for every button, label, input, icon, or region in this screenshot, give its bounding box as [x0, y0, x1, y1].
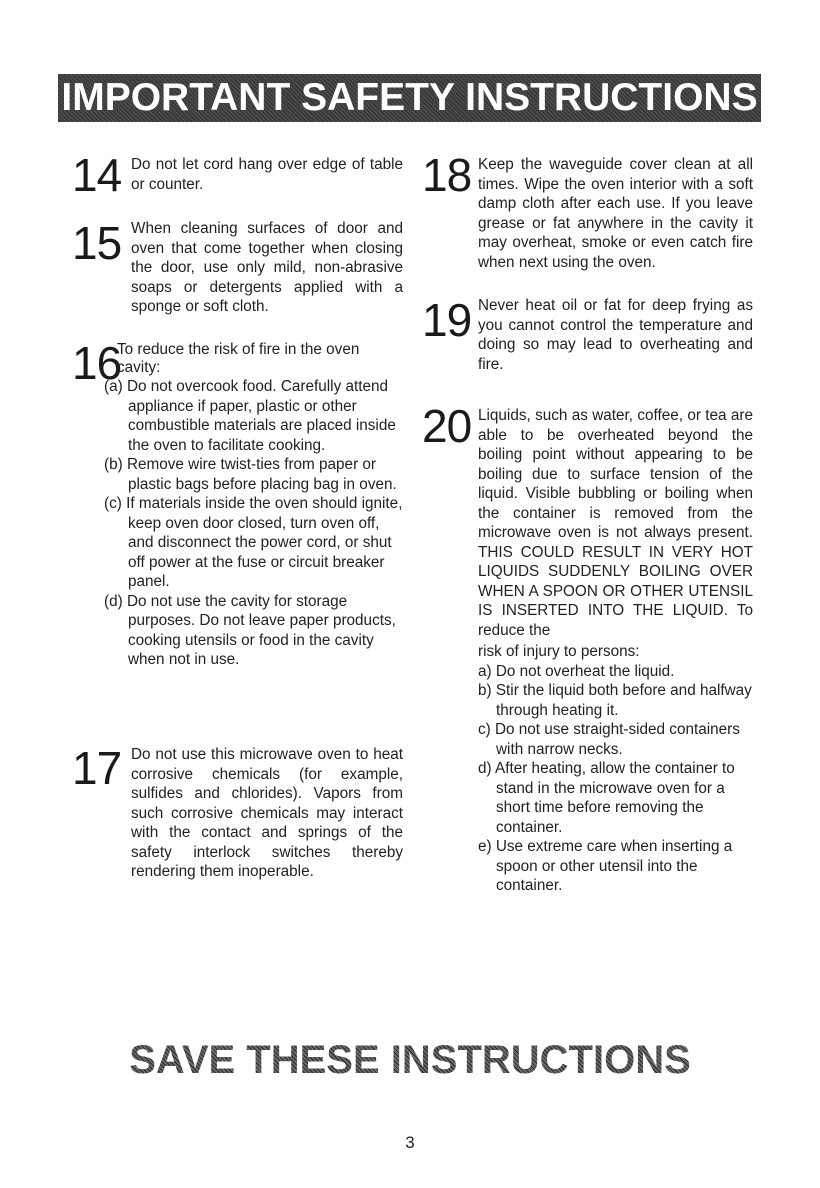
save-instructions-title: SAVE THESE INSTRUCTIONS [0, 1038, 820, 1083]
sub-lead: risk of injury to persons: [478, 643, 640, 660]
sub-item-a: a) Do not overheat the liquid. [478, 662, 675, 680]
item-intro: To reduce the risk of fire in the oven [117, 341, 360, 358]
item-text: When cleaning surfaces of door and oven that come together when closing the door, use only mild, non-abrasive soaps or detergents applied with a sponge or soft cloth. [131, 220, 403, 315]
page-title: IMPORTANT SAFETY INSTRUCTIONS [61, 76, 758, 119]
sub-item-e: e) Use extreme care when inserting a spoon or other utensil into the container. [478, 838, 733, 894]
item-text: Do not let cord hang over edge of table or counter. [131, 156, 403, 193]
sub-item-b: b) Stir the liquid both before and halfway through heating it. [478, 682, 752, 719]
item-number: 18 [422, 149, 472, 201]
item-text: Never heat oil or fat for deep frying as you cannot control the temperature and doing so may lead to overheating and fire. [478, 297, 753, 373]
sub-item-c: (c) If materials inside the oven should ignite, keep oven door closed, turn oven off, and disconnect the power cord, or shut off power at the fuse or circuit breaker panel. [104, 495, 403, 590]
page-number: 3 [405, 1133, 415, 1152]
item-number: 15 [72, 217, 122, 269]
sub-item-a: (a) Do not overcook food. Carefully attend appliance if paper, plastic or other combustible materials are placed inside the oven to facilitate cooking. [104, 378, 396, 454]
item-number: 16 [72, 337, 122, 389]
sub-item-d: d) After heating, allow the container to stand in the microwave oven for a short time before removing the container. [478, 760, 735, 836]
item-number: 20 [422, 400, 472, 452]
sub-list [104, 377, 404, 670]
item-number: 19 [422, 294, 472, 346]
item-intro-cont: cavity: [117, 359, 161, 376]
item-text: Do not use this microwave oven to heat corrosive chemicals (for example, sulfides and chlorides). Vapors from such corrosive chemicals may interact with the contact and springs of the safety interlock switches thereby rendering them inoperable. [131, 746, 403, 880]
item-text: Liquids, such as water, coffee, or tea are able to be overheated beyond the boiling point without appearing to be boiling due to surface tension of the liquid. Visible bubbling or boiling when the container is removed from the microwave oven is not always present. THIS COULD RESULT IN VERY HOT LIQUIDS SUDDENLY BOILING OVER WHEN A SPOON OR OTHER UTENSIL IS INSERTED INTO THE LIQUID. To reduce the [478, 407, 753, 639]
sub-item-b: (b) Remove wire twist-ties from paper or plastic bags before placing bag in oven. [104, 456, 397, 493]
item-number: 14 [72, 149, 122, 201]
item-number: 17 [72, 742, 122, 794]
sub-item-d: (d) Do not use the cavity for storage purposes. Do not leave paper products, cooking utensils or food in the cavity when not in use. [104, 592, 396, 668]
item-text: Keep the waveguide cover clean at all times. Wipe the oven interior with a soft damp cloth after each use. If you leave grease or fat anywhere in the cavity it may overheat, smoke or even catch fire when next using the oven. [478, 156, 753, 271]
sub-list [478, 642, 753, 896]
sub-item-c: c) Do not use straight-sided containers with narrow necks. [478, 721, 740, 758]
header-banner [58, 74, 761, 122]
